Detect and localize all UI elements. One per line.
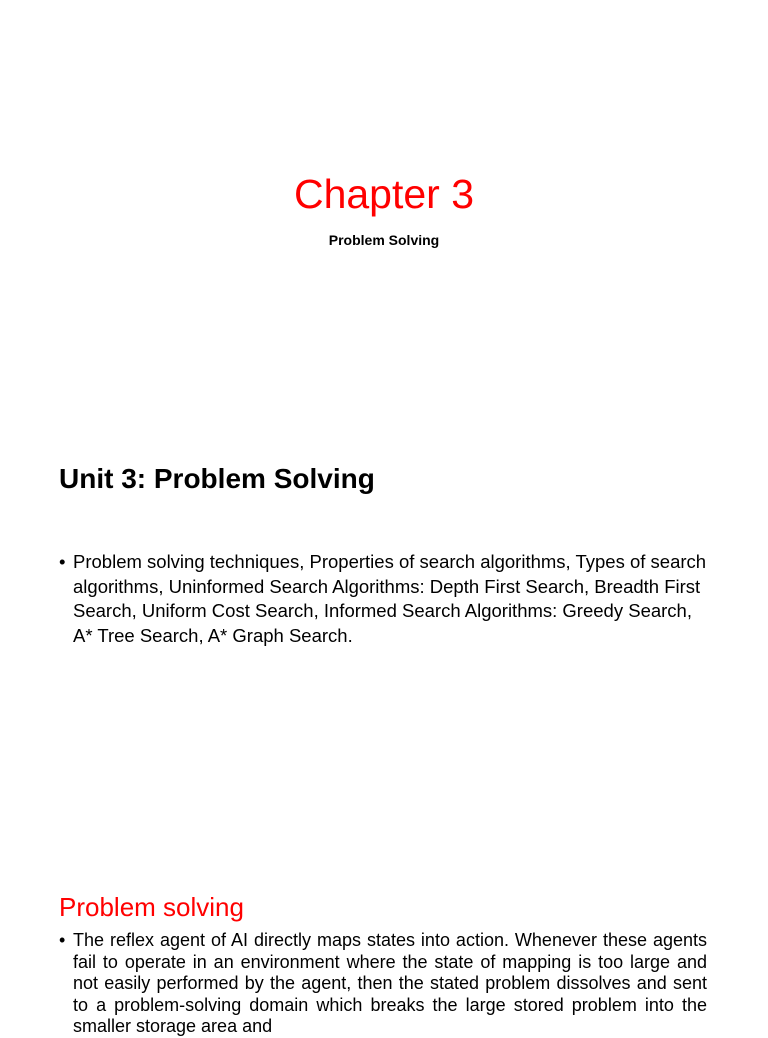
problem-solving-heading: Problem solving: [59, 892, 244, 922]
bullet-marker: •: [59, 930, 66, 950]
chapter-title: Chapter 3: [293, 171, 475, 217]
chapter-subtitle: Problem Solving: [328, 232, 440, 248]
title-slide: [0, 0, 768, 432]
unit-bullet-text: Problem solving techniques, Properties of search algorithms, Types of search algorithms, Uninformed Search Algorithms: Depth First Search, Breadth First Search, Uniform Cost Search, Informed Search Algorithms: Greedy Search, A* Tree Search, A* Graph Search.: [73, 551, 707, 646]
unit-heading: Unit 3: Problem Solving: [59, 463, 375, 494]
unit-slide: [0, 432, 768, 864]
problem-solving-bullet-item: [59, 930, 707, 1038]
unit-bullet-item: [59, 550, 709, 648]
problem-solving-bullet-text: The reflex agent of AI directly maps states into action. Whenever these agents fail to operate in an environment where the state of mapping is too large and not easily performed by the agent, then the stated problem dissolves and sent to a problem-solving domain which breaks the large stored problem into the smaller storage area and: [73, 930, 707, 1036]
bullet-marker: •: [59, 551, 66, 572]
problem-solving-slide: [0, 864, 768, 1036]
